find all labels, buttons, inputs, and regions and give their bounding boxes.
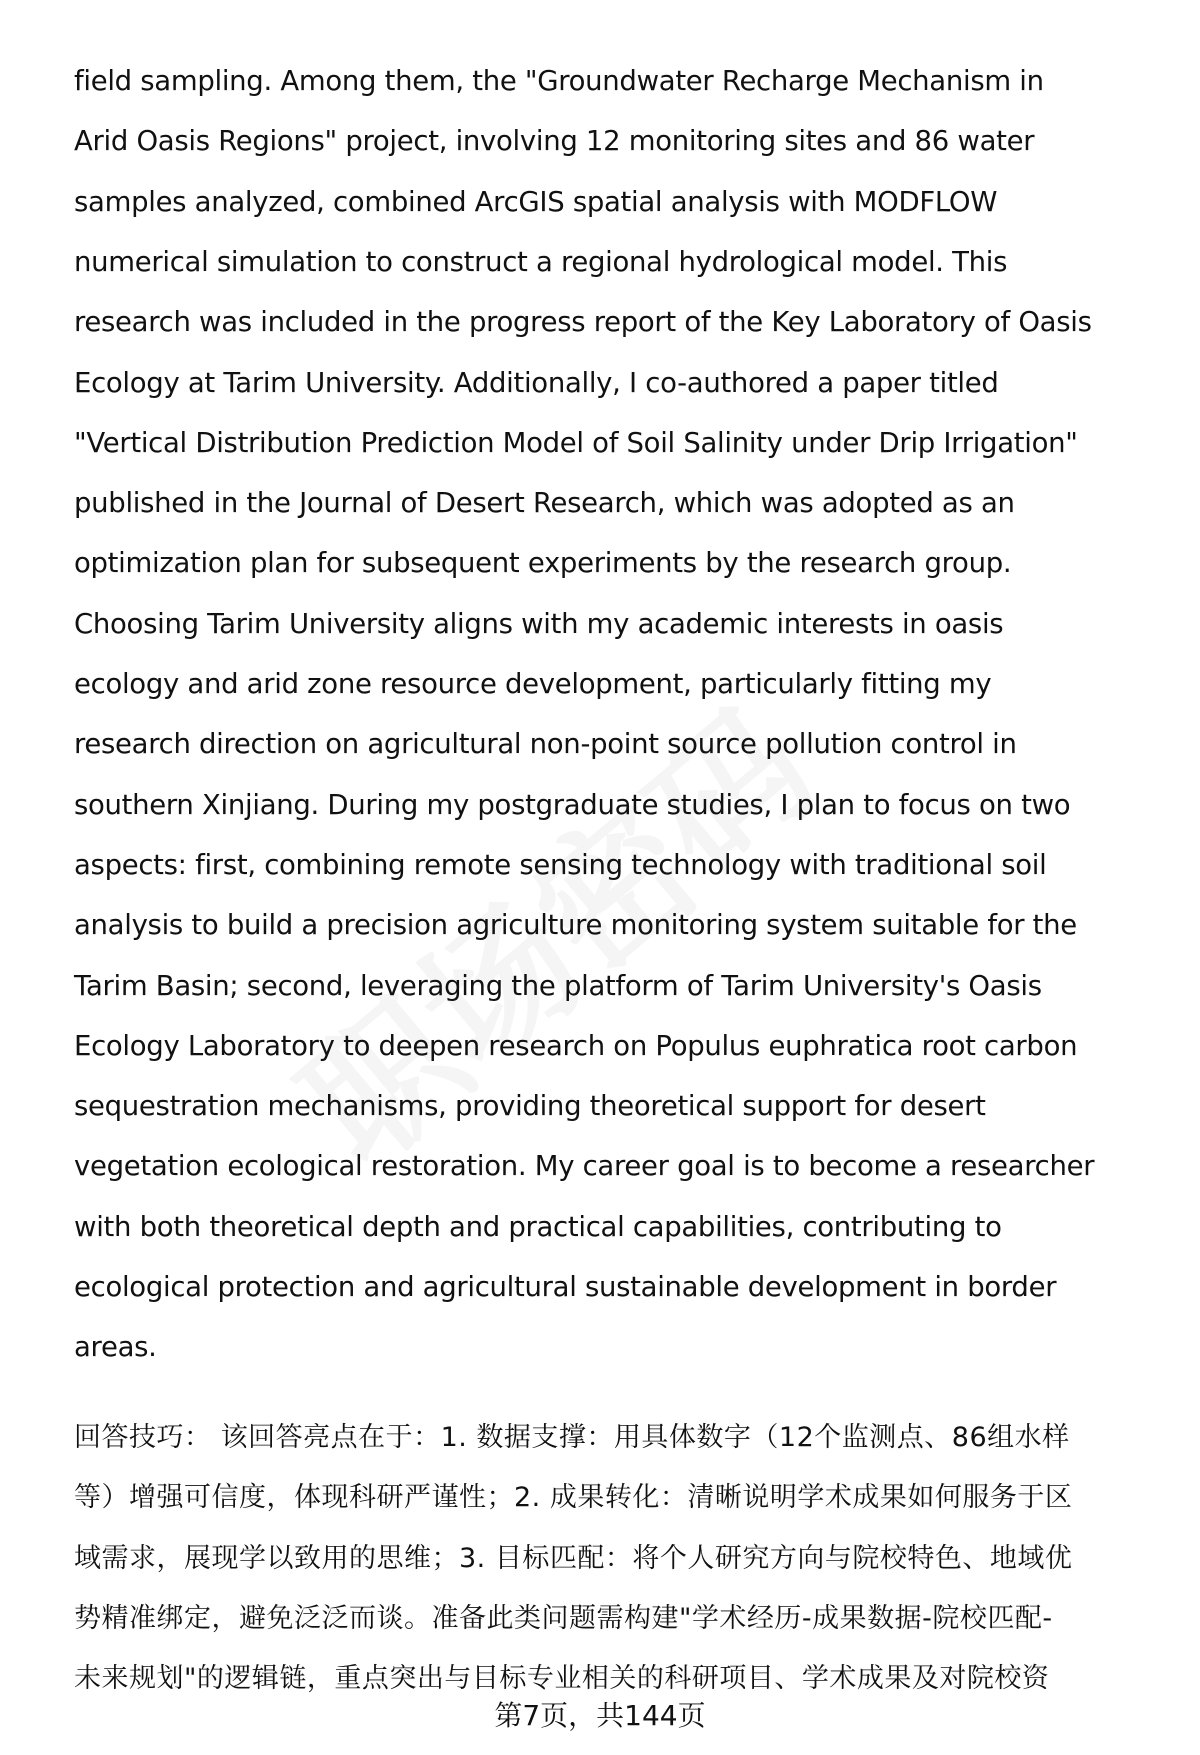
body-line: Ecology Laboratory to deepen research on Populus euphratica root carbon <box>74 1029 1078 1062</box>
tips-line: 域需求，展现学以致用的思维；3. 目标匹配：将个人研究方向与院校特色、地域优 <box>74 1542 1073 1574</box>
tips-line: 回答技巧： 该回答亮点在于：1. 数据支撑：用具体数字（12个监测点、86组水样 <box>74 1422 1070 1453</box>
body-line: southern Xinjiang. During my postgraduate studies, I plan to focus on two <box>74 788 1071 821</box>
page-number: 第7页，共144页 <box>494 1699 706 1732</box>
body-line: sequestration mechanisms, providing theoretical support for desert <box>74 1090 986 1123</box>
body-line: Choosing Tarim University aligns with my academic interests in oasis <box>74 607 1004 640</box>
body-line: numerical simulation to construct a regional hydrological model. This <box>74 245 1008 278</box>
body-line: optimization plan for subsequent experiments by the research group. <box>74 547 1012 580</box>
tips-line: 势精准绑定，避免泛泛而谈。准备此类问题需构建"学术经历-成果数据-院校匹配- <box>74 1602 1053 1634</box>
tips-line: 未来规划"的逻辑链，重点突出与目标专业相关的科研项目、学术成果及对院校资 <box>74 1663 1050 1695</box>
body-line: samples analyzed, combined ArcGIS spatial analysis with MODFLOW <box>74 185 998 218</box>
body-line: areas. <box>74 1331 157 1364</box>
body-line: ecology and arid zone resource development, particularly fitting my <box>74 668 992 700</box>
body-line: Tarim Basin; second, leveraging the platform of Tarim University's Oasis <box>74 969 1042 1002</box>
body-line: aspects: first, combining remote sensing technology with traditional soil <box>74 848 1047 881</box>
body-line: published in the Journal of Desert Research, which was adopted as an <box>74 487 1015 520</box>
body-line: with both theoretical depth and practical capabilities, contributing to <box>74 1210 1002 1243</box>
body-line: vegetation ecological restoration. My career goal is to become a researcher <box>74 1150 1095 1183</box>
tips-line: 等）增强可信度，体现科研严谨性；2. 成果转化：清晰说明学术成果如何服务于区 <box>74 1482 1073 1514</box>
body-line: Ecology at Tarim University. Additionally, I co-authored a paper titled <box>74 366 999 399</box>
body-line: field sampling. Among them, the "Groundwater Recharge Mechanism in <box>74 65 1044 97</box>
body-line: research direction on agricultural non-point source pollution control in <box>74 728 1017 761</box>
body-line: ecological protection and agricultural sustainable development in border <box>74 1271 1057 1303</box>
body-line: "Vertical Distribution Prediction Model of Soil Salinity under Drip Irrigation" <box>74 426 1078 459</box>
body-line: analysis to build a precision agriculture monitoring system suitable for the <box>74 909 1077 942</box>
body-line: research was included in the progress report of the Key Laboratory of Oasis <box>74 306 1092 339</box>
body-line: Arid Oasis Regions" project, involving 12 monitoring sites and 86 water <box>74 125 1035 158</box>
